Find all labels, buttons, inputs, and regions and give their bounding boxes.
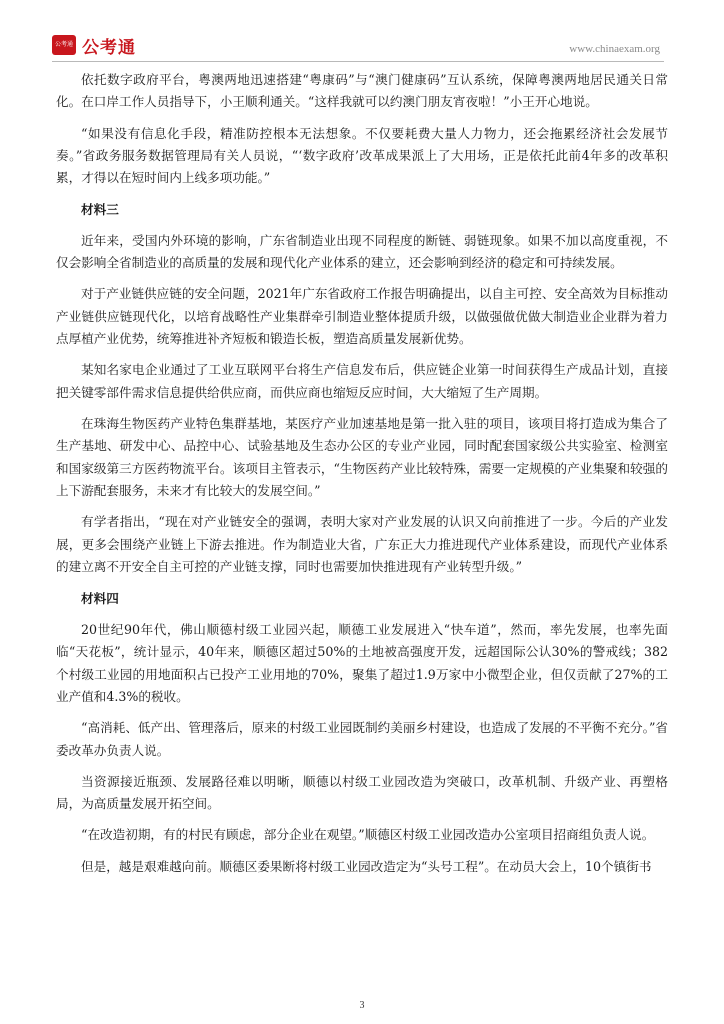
paragraph: 某知名家电企业通过了工业互联网平台将生产信息发布后，供应链企业第一时间获得生产成品计划，直接把关键零部件需求信息提供给供应商，而供应商也缩短反应时间，大大缩短了生产周期。	[56, 362, 668, 400]
logo-text: 公考通	[82, 38, 136, 58]
paragraph: 但是，越是艰难越向前。顺德区委果断将村级工业园改造定为“头号工程”。在动员大会上，10个镇街书	[81, 858, 652, 874]
paragraph: 依托数字政府平台，粤澳两地迅速搭建“粤康码”与“澳门健康码”互认系统，保障粤澳两地居民通关日常化。在口岸工作人员指导下，小王顺利通关。“这样我就可以约澳门朋友宵夜啦！”小王开心地说。	[56, 72, 668, 110]
paragraph: 在珠海生物医药产业特色集群基地，某医疗产业加速基地是第一批入驻的项目，该项目将打造成为集合了生产基地、研发中心、品控中心、试验基地及生态办公区的专业产业园，同时配套国家级公共实验室、检测室和国家级第三方医药物流平台。该项目主管表示，“生物医药产业比较特殊，需要一定规模的产业集聚和较强的上下游配套服务，未来才有比较大的发展空间。”	[56, 416, 668, 499]
page-number: 3	[359, 1000, 365, 1011]
paragraph: 20世纪90年代，佛山顺德村级工业园兴起，顺德工业发展进入“快车道”，然而，率先发展，也率先面临“天花板”，统计显示，40年来，顺德区超过50%的土地被高强度开发，远超国际公认30%的警戒线；382个村级工业园的用地面积占已投产工业用地的70%，聚集了超过1.9万家中小微型企业，但仅贡献了27%的工业产值和4.3%的税收。	[56, 621, 668, 704]
logo-icon: 公考通	[52, 35, 76, 55]
page-header	[52, 33, 664, 61]
paragraph: 当资源接近瓶颈、发展路径难以明晰，顺德以村级工业园改造为突破口，改革机制、升级产业、再塑格局，为高质量发展开拓空间。	[56, 773, 668, 812]
document-body	[56, 69, 668, 887]
paragraph: 近年来，受国内外环境的影响，广东省制造业出现不同程度的断链、弱链现象。如果不加以高度重视，不仅会影响全省制造业的高质量的发展和现代化产业体系的建立，还会影响到经济的稳定和可持续发展。	[56, 232, 668, 271]
header-divider	[52, 61, 664, 62]
paragraph: “高消耗、低产出、管理落后，原来的村级工业园既制约美丽乡村建设，也造成了发展的不平衡不充分。”省委改革办负责人说。	[56, 720, 668, 758]
section-heading: 材料三	[81, 201, 119, 217]
section-heading: 材料四	[81, 590, 119, 606]
site-url: www.chinaexam.org	[569, 43, 660, 55]
paragraph: “如果没有信息化手段，精准防控根本无法想象。不仅要耗费大量人力物力，还会拖累经济社会发展节奏。”省政务服务数据管理局有关人员说，“‘数字政府’改革成果派上了大用场，正是依托此前4年多的改革积累，才得以在短时间内上线多项功能。”	[56, 125, 668, 186]
paragraph: “在改造初期，有的村民有顾虑，部分企业在观望。”顺德区村级工业园改造办公室项目招商组负责人说。	[81, 827, 655, 843]
paragraph: 有学者指出，“现在对产业链安全的强调，表明大家对产业发展的认识又向前推进了一步。今后的产业发展，更多会围绕产业链上下游去推进。作为制造业大省，广东正大力推进现代产业体系建设，而现代产业体系的建立离不开安全自主可控的产业链支撑，同时也需要加快推进现有产业转型升级。”	[56, 514, 668, 575]
paragraph: 对于产业链供应链的安全问题，2021年广东省政府工作报告明确提出，以自主可控、安全高效为目标推动产业链供应链现代化，以培育战略性产业集群牵引制造业整体提质升级，以做强做优做大制造业企业群为着力点厚植产业优势，统筹推进补齐短板和锻造长板，塑造高质量发展新优势。	[56, 286, 668, 347]
